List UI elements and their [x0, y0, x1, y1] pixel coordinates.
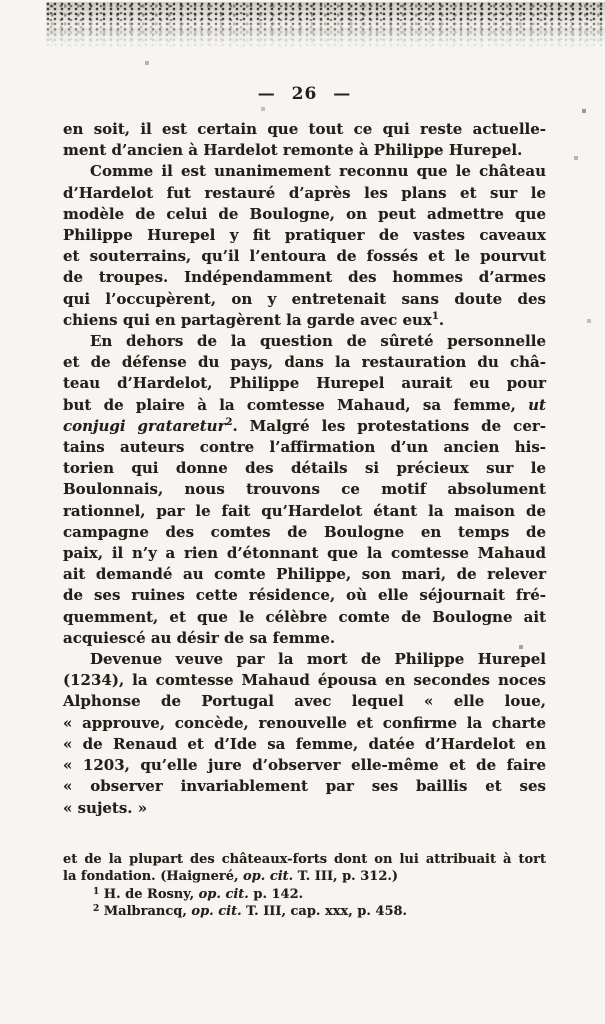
text-line: Comme il est unanimement reconnu que le château: [90, 162, 546, 181]
footnote: [63, 851, 546, 886]
text-line: « 1203, qu’elle jure d’observer elle-même et de faire: [63, 756, 546, 775]
text-line: rationnel, par le fait qu’Hardelot étant la maison de: [63, 501, 546, 520]
italic-text: conjugi grataretur: [63, 416, 226, 435]
text-line: quemment, et que le célèbre comte de Boulogne ait: [63, 607, 546, 626]
text-line: et souterrains, qu’il l’entoura de fossés et le pourvut: [63, 247, 546, 266]
scan-noise-top-faint: [46, 28, 605, 50]
body-text: [63, 119, 546, 819]
paragraph: [63, 649, 546, 819]
text-line: Philippe Hurepel y fit pratiquer de vastes caveaux: [63, 226, 546, 245]
paragraph: [63, 161, 546, 331]
footnote-marker: 2: [225, 416, 233, 428]
footnote-marker: 1: [431, 310, 439, 322]
text-line: qui l’occupèrent, on y entretenait sans doute des: [63, 289, 546, 308]
paragraph: [63, 119, 546, 161]
text-line: « approuve, concède, renouvelle et confirme la charte: [63, 713, 546, 732]
footnotes: [63, 851, 546, 921]
page-number: — 26 —: [257, 84, 352, 104]
text-line: « de Renaud et d’Ide sa femme, datée d’Hardelot en: [63, 734, 546, 753]
scan-specks: [0, 0, 2, 2]
footnote-marker: 2: [93, 904, 100, 915]
italic-text: op. cit.: [198, 886, 249, 902]
footnote: [63, 886, 546, 903]
text-line: $^2$ Malbrancq, op. cit. T. III, cap. xxx, p. 458.: [93, 904, 408, 920]
text-line: chiens qui en partagèrent la garde avec eux$^1$.: [63, 310, 445, 329]
text-line: de troupes. Indépendamment des hommes d’armes: [63, 268, 546, 287]
text-line: et de défense du pays, dans la restauration du châ-: [63, 353, 546, 372]
text-line: teau d’Hardelot, Philippe Hurepel aurait eu pour: [63, 374, 546, 393]
text-line: (1234), la comtesse Mahaud épousa en secondes noces: [63, 671, 546, 690]
text-line: conjugi grataretur$^2$. Malgré les protestations de cer-: [63, 416, 546, 435]
text-line: campagne des comtes de Boulogne en temps de: [63, 522, 546, 541]
text-line: de ses ruines cette résidence, où elle séjournait fré-: [63, 586, 546, 605]
text-line: modèle de celui de Boulogne, on peut admettre que: [63, 204, 546, 223]
text-line: tains auteurs contre l’affirmation d’un ancien his-: [63, 438, 546, 457]
paragraph: [63, 331, 546, 649]
italic-text: op. cit.: [243, 869, 294, 885]
text-line: en soit, il est certain que tout ce qui reste actuelle-: [63, 120, 546, 138]
footnote: [63, 903, 546, 920]
text-line: « sujets. »: [63, 798, 148, 817]
text-line: paix, il n’y a rien d’étonnant que la comtesse Mahaud: [63, 544, 546, 563]
text-line: Boulonnais, nous trouvons ce motif absolument: [63, 480, 546, 499]
text-line: Alphonse de Portugal avec lequel « elle loue,: [63, 692, 546, 711]
text-line: ment d’ancien à Hardelot remonte à Philippe Hurepel.: [63, 141, 523, 160]
text-line: En dehors de la question de sûreté personnelle: [90, 332, 546, 351]
text-line: torien qui donne des détails si précieux sur le: [63, 459, 546, 478]
italic-text: ut: [528, 395, 546, 414]
italic-text: op. cit.: [191, 904, 242, 920]
text-line: ait demandé au comte Philippe, son mari, de relever: [63, 565, 546, 584]
text-line: $^1$ H. de Rosny, op. cit. p. 142.: [93, 886, 304, 902]
text-line: la fondation. (Haigneré, op. cit. T. III, p. 312.): [63, 869, 399, 885]
text-line: et de la plupart des châteaux-forts dont on lui attribuait à tort: [63, 852, 546, 867]
footnote-marker: 1: [93, 886, 100, 897]
text-line: but de plaire à la comtesse Mahaud, sa femme, ut: [63, 395, 546, 414]
text-line: Devenue veuve par la mort de Philippe Hurepel: [90, 650, 546, 669]
text-line: « observer invariablement par ses baillis et ses: [63, 777, 546, 796]
text-line: d’Hardelot fut restauré d’après les plans et sur le: [63, 183, 546, 202]
text-line: acquiescé au désir de sa femme.: [63, 628, 336, 647]
